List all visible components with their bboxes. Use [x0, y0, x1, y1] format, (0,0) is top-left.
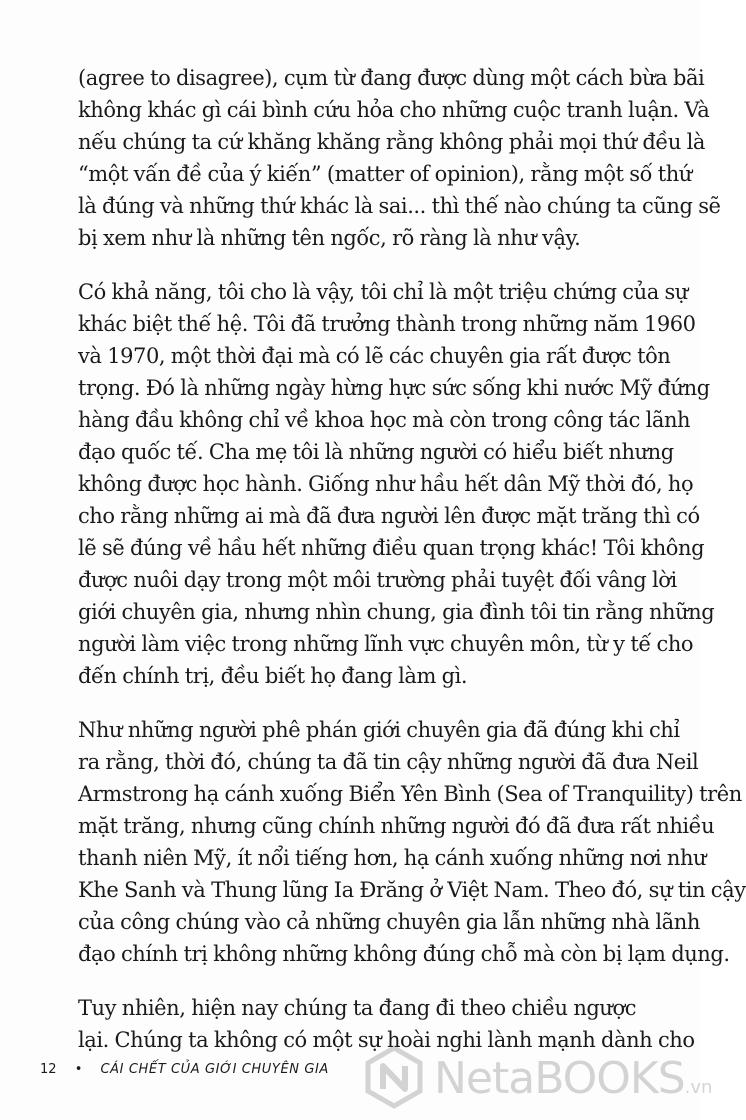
text-line: bị xem như là những tên ngốc, rõ ràng là như vậy. [78, 226, 581, 250]
watermark [362, 1045, 713, 1111]
paragraph-2 [78, 276, 715, 692]
text-line: giới chuyên gia, nhưng nhìn chung, gia đình tôi tin rằng những [78, 600, 715, 624]
body-text [78, 62, 746, 1078]
text-line: Armstrong hạ cánh xuống Biển Yên Bình (Sea of Tranquility) trên [78, 782, 742, 806]
text-line: lẽ sẽ đúng về hầu hết những điều quan trọng khác! Tôi không [78, 536, 705, 560]
text-line: thanh niên Mỹ, ít nổi tiếng hơn, hạ cánh xuống những nơi như [78, 846, 707, 870]
text-line: Có khả năng, tôi cho là vậy, tôi chỉ là một triệu chứng của sự [78, 280, 688, 304]
paragraph-3 [78, 714, 746, 970]
text-line: mặt trăng, nhưng cũng chính những người đó đã đưa rất nhiều [78, 814, 715, 838]
text-line: nếu chúng ta cứ khăng khăng rằng không phải mọi thứ đều là [78, 130, 705, 154]
watermark-brand: NetaBOOKS [434, 1053, 685, 1104]
text-line: ra rằng, thời đó, chúng ta đã tin cậy những người đã đưa Neil [78, 750, 699, 774]
text-line: khác biệt thế hệ. Tôi đã trưởng thành trong những năm 1960 [78, 312, 696, 336]
text-line: đạo chính trị không những không đúng chỗ mà còn bị lạm dụng. [78, 942, 730, 966]
text-line: cho rằng những ai mà đã đưa người lên được mặt trăng thì có [78, 504, 700, 528]
running-title: CÁI CHẾT CỦA GIỚI CHUYÊN GIA [100, 1062, 329, 1077]
text-line: được nuôi dạy trong một môi trường phải tuyệt đối vâng lời [78, 568, 677, 592]
text-line: đến chính trị, đều biết họ đang làm gì. [78, 664, 468, 688]
text-line: của công chúng vào cả những chuyên gia lẫn những nhà lãnh [78, 910, 700, 934]
text-line: trọng. Đó là những ngày hừng hực sức sống khi nước Mỹ đứng [78, 376, 710, 400]
text-line: Tuy nhiên, hiện nay chúng ta đang đi theo chiều ngược [78, 996, 637, 1020]
watermark-text [434, 1051, 712, 1116]
text-line: và 1970, một thời đại mà có lẽ các chuyên gia rất được tôn [78, 344, 671, 368]
watermark-suffix: .vn [684, 1077, 713, 1098]
text-line: là đúng và những thứ khác là sai... thì thế nào chúng ta cũng sẽ [78, 194, 721, 218]
text-line: không khác gì cái bình cứu hỏa cho những cuộc tranh luận. Và [78, 98, 710, 122]
page-footer [40, 1055, 329, 1085]
footer-bullet: • [74, 1062, 83, 1077]
text-line: Khe Sanh và Thung lũng Ia Đrăng ở Việt Nam. Theo đó, sự tin cậy [78, 878, 746, 902]
text-line: không được học hành. Giống như hầu hết dân Mỹ thời đó, họ [78, 472, 694, 496]
netabooks-logo-icon [362, 1045, 426, 1109]
text-line: hàng đầu không chỉ về khoa học mà còn trong công tác lãnh [78, 408, 691, 432]
page-number: 12 [40, 1062, 57, 1077]
text-line: “một vấn đề của ý kiến” (matter of opinion), rằng một số thứ [78, 162, 692, 186]
text-line: người làm việc trong những lĩnh vực chuyên môn, từ y tế cho [78, 632, 694, 656]
text-line: Như những người phê phán giới chuyên gia đã đúng khi chỉ [78, 718, 680, 742]
text-line: đạo quốc tế. Cha mẹ tôi là những người có hiểu biết nhưng [78, 440, 674, 464]
text-line: lại. Chúng ta không có một sự hoài nghi lành mạnh dành cho [78, 1028, 695, 1052]
paragraph-1 [78, 62, 721, 254]
text-line: (agree to disagree), cụm từ đang được dùng một cách bừa bãi [78, 66, 705, 90]
